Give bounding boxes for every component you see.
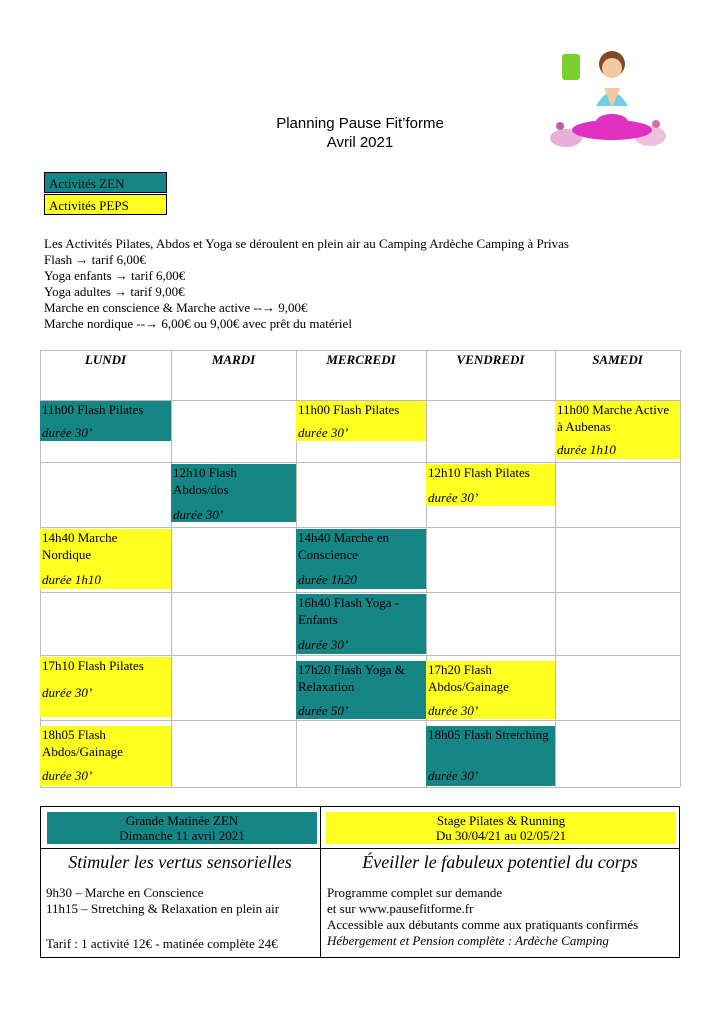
activity-duration: durée 30’ <box>428 490 479 505</box>
activity-label: 17h10 Flash Pilates <box>42 658 144 673</box>
grid-line <box>171 350 172 787</box>
zen-event-date: Dimanche 11 avril 2021 <box>119 828 245 843</box>
activity-label: 17h20 Flash Abdos/Gainage <box>428 662 509 694</box>
activity-duration: durée 30’ <box>42 768 93 783</box>
activity-cell <box>40 529 171 589</box>
grid-line <box>40 787 680 788</box>
day-header-mercredi: MERCREDI <box>326 352 396 367</box>
legend-zen: Activités ZEN <box>44 172 167 193</box>
activity-label: 11h00 Flash Pilates <box>298 402 400 417</box>
activity-duration: durée 1h20 <box>298 572 357 587</box>
zen-event-title: Grande Matinée ZEN <box>125 813 239 828</box>
activity-cell <box>40 657 171 717</box>
activity-cell <box>426 661 555 719</box>
page-subtitle: Avril 2021 <box>326 134 394 151</box>
activity-label: 12h10 Flash Pilates <box>428 465 530 480</box>
peps-event-title: Stage Pilates & Running <box>436 813 566 828</box>
activity-cell <box>296 594 426 654</box>
grid-line <box>40 350 680 351</box>
peps-heading: Éveiller le fabuleux potentiel du corps <box>362 852 638 872</box>
day-header-samedi: SAMEDI <box>592 352 643 367</box>
activity-label: 14h40 Marche en Conscience <box>298 530 389 562</box>
activity-duration: durée 30’ <box>42 685 93 700</box>
zen-event-box <box>47 812 317 844</box>
legend-peps: Activités PEPS <box>44 194 167 215</box>
activity-label: 16h40 Flash Yoga - Enfants <box>298 595 400 627</box>
activity-duration: durée 1h10 <box>42 572 101 587</box>
activity-cell <box>171 464 296 522</box>
grid-line <box>426 350 427 787</box>
peps-event-date: Du 30/04/21 au 02/05/21 <box>435 828 567 843</box>
intro-line: Les Activités Pilates, Abdos et Yoga se déroulent en plein air au Camping Ardèche Camping à Privas <box>44 236 569 251</box>
activity-cell <box>40 726 171 786</box>
intro-line: Yoga adultes → tarif 9,00€ <box>44 284 185 299</box>
activity-cell <box>555 401 680 459</box>
activity-label: 18h05 Flash Stretching <box>428 727 549 742</box>
day-header-lundi: LUNDI <box>84 352 127 367</box>
zen-program-line: 11h15 – Stretching & Relaxation en plein air <box>46 901 280 916</box>
activity-duration: durée 30’ <box>298 637 349 652</box>
activity-label: 12h10 Flash Abdos/dos <box>173 465 237 497</box>
grid-line <box>40 655 680 656</box>
events-divider <box>40 848 680 849</box>
zen-price: Tarif : 1 activité 12€ - matinée complète 24€ <box>46 936 278 951</box>
activity-cell <box>296 661 426 719</box>
grid-line <box>40 592 680 593</box>
peps-info-line: et sur www.pausefitforme.fr <box>327 901 474 916</box>
zen-heading: Stimuler les vertus sensorielles <box>68 852 292 872</box>
peps-accommodation: Hébergement et Pension complète : Ardèche Camping <box>327 933 609 948</box>
activity-duration: durée 30’ <box>42 425 93 440</box>
activity-cell <box>426 464 555 506</box>
activity-duration: durée 30’ <box>298 425 349 440</box>
activity-cell <box>40 401 171 441</box>
activity-cell <box>296 529 426 589</box>
page-title: Planning Pause Fit’forme <box>276 115 444 132</box>
intro-line: Flash → tarif 6,00€ <box>44 252 146 267</box>
activity-label: 11h00 Flash Pilates <box>42 402 144 417</box>
activity-label: 18h05 Flash Abdos/Gainage <box>42 727 123 759</box>
activity-cell <box>426 726 555 786</box>
activity-cell <box>296 401 426 441</box>
intro-line: Marche en conscience & Marche active --→ 9,00€ <box>44 300 308 315</box>
grid-line <box>40 527 680 528</box>
intro-line: Yoga enfants → tarif 6,00€ <box>44 268 186 283</box>
activity-duration: durée 1h10 <box>557 442 616 457</box>
activity-duration: durée 30’ <box>428 768 479 783</box>
activity-label: 14h40 Marche Nordique <box>42 530 118 562</box>
grid-line <box>680 350 681 787</box>
intro-text <box>44 236 569 332</box>
grid-line <box>40 462 680 463</box>
intro-line: Marche nordique --→ 6,00€ ou 9,00€ avec prêt du matériel <box>44 316 352 331</box>
day-header-mardi: MARDI <box>211 352 256 367</box>
activity-duration: durée 30’ <box>428 703 479 718</box>
events-divider <box>320 806 321 958</box>
activity-duration: durée 50’ <box>298 703 349 718</box>
grid-line <box>40 720 680 721</box>
activity-label: 17h20 Flash Yoga & Relaxation <box>298 662 405 694</box>
peps-info-line: Accessible aux débutants comme aux pratiquants confirmés <box>327 917 639 932</box>
activity-duration: durée 30’ <box>173 507 224 522</box>
day-header-vendredi: VENDREDI <box>456 352 525 367</box>
activity-label: 11h00 Marche Active à Aubenas <box>557 402 670 434</box>
yoga-logo-image <box>546 46 670 158</box>
peps-event-box <box>326 812 676 844</box>
zen-program-line: 9h30 – Marche en Conscience <box>46 885 204 900</box>
peps-info-line: Programme complet sur demande <box>327 885 503 900</box>
